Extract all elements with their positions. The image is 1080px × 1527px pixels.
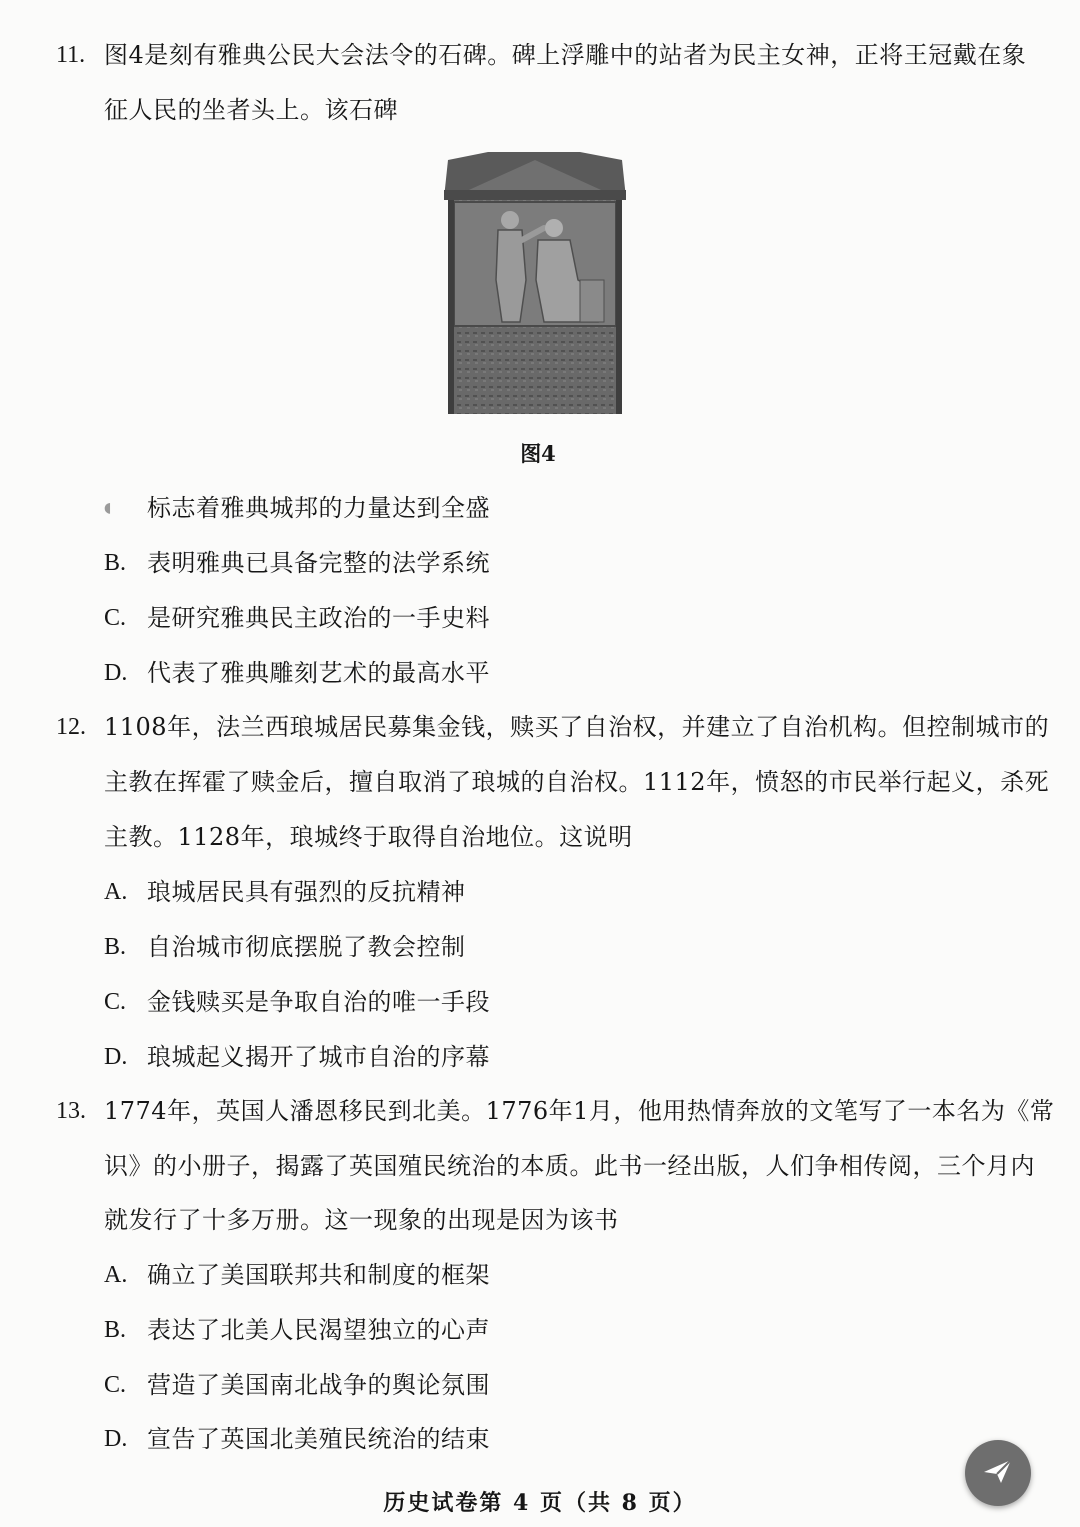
stele-relief-image <box>440 150 630 415</box>
q12-option-c-text: 金钱赎买是争取自治的唯一手段 <box>147 988 490 1016</box>
q11-option-c-text: 是研究雅典民主政治的一手史料 <box>147 604 490 632</box>
question-12-stem-line-1: 1108年，法兰西琅城居民募集金钱，赎买了自治权，并建立了自治机构。但控制城市的 <box>104 713 1050 741</box>
q12-option-d-letter: D. <box>104 1044 128 1070</box>
q12-option-a-letter: A. <box>104 879 128 905</box>
q12-option-c-letter: C. <box>104 989 127 1015</box>
q13-option-d-text: 宣告了英国北美殖民统治的结束 <box>147 1425 490 1453</box>
page-footer: 历史试卷第 4 页（共 8 页） <box>383 1490 697 1516</box>
q13-option-a-text: 确立了美国联邦共和制度的框架 <box>147 1261 490 1289</box>
floating-send-button[interactable] <box>965 1440 1031 1506</box>
q11-option-b-text: 表明雅典已具备完整的法学系统 <box>147 549 490 577</box>
question-12-stem-line-2: 主教在挥霍了赎金后，擅自取消了琅城的自治权。1112年，愤怒的市民举行起义，杀死 <box>104 768 1050 796</box>
q11-option-a-text: 标志着雅典城邦的力量达到全盛 <box>147 494 490 522</box>
question-11-number: 11. <box>56 42 86 68</box>
question-12-stem-line-3: 主教。1128年，琅城终于取得自治地位。这说明 <box>104 823 633 851</box>
scan-artifact-mark: ◖ <box>104 500 112 516</box>
q13-option-c-text: 营造了美国南北战争的舆论氛围 <box>147 1371 490 1399</box>
q11-option-d-text: 代表了雅典雕刻艺术的最高水平 <box>147 659 490 687</box>
send-icon <box>981 1456 1015 1490</box>
q12-option-d-text: 琅城起义揭开了城市自治的序幕 <box>147 1043 490 1071</box>
question-13-stem-line-3: 就发行了十多万册。这一现象的出现是因为该书 <box>104 1206 619 1234</box>
q12-option-b-letter: B. <box>104 934 127 960</box>
figure-4-caption: 图4 <box>520 441 556 466</box>
question-11-stem-line-2: 征人民的坐者头上。该石碑 <box>104 96 398 124</box>
question-11-stem-line-1: 图4是刻有雅典公民大会法令的石碑。碑上浮雕中的站者为民主女神，正将王冠戴在象 <box>104 41 1027 69</box>
question-12-number: 12. <box>56 714 86 740</box>
question-13-number: 13. <box>56 1098 86 1124</box>
q13-option-d-letter: D. <box>104 1426 128 1452</box>
question-13-stem-line-2: 识》的小册子，揭露了英国殖民统治的本质。此书一经出版，人们争相传阅，三个月内 <box>104 1152 1035 1180</box>
q13-option-c-letter: C. <box>104 1372 127 1398</box>
q12-option-b-text: 自治城市彻底摆脱了教会控制 <box>147 933 466 961</box>
q13-option-b-letter: B. <box>104 1317 127 1343</box>
q11-option-d-letter: D. <box>104 660 128 686</box>
q11-option-c-letter: C. <box>104 605 127 631</box>
question-13-stem-line-1: 1774年，英国人潘恩移民到北美。1776年1月，他用热情奔放的文笔写了一本名为《常 <box>104 1097 1055 1125</box>
q13-option-a-letter: A. <box>104 1262 128 1288</box>
q11-option-b-letter: B. <box>104 550 127 576</box>
q13-option-b-text: 表达了北美人民渴望独立的心声 <box>147 1316 490 1344</box>
q12-option-a-text: 琅城居民具有强烈的反抗精神 <box>147 878 466 906</box>
